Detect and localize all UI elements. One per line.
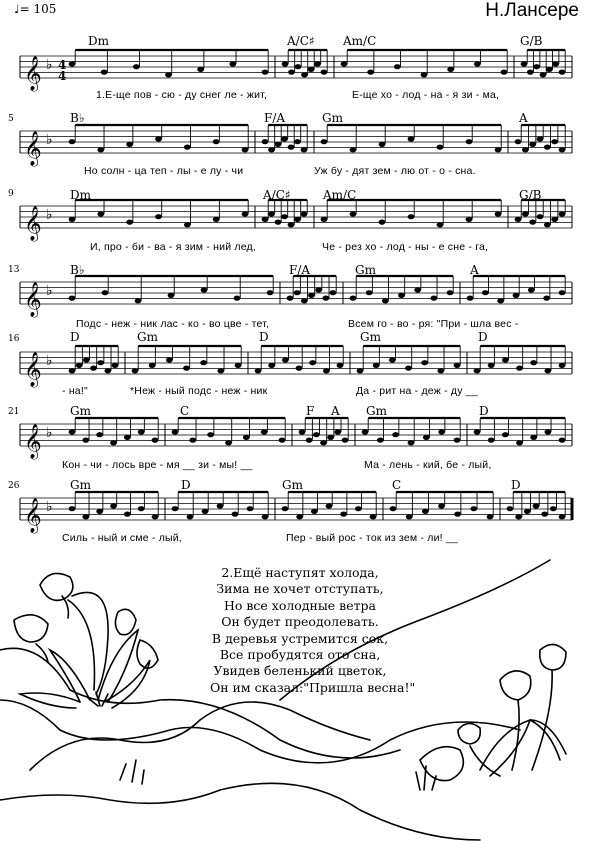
note-head bbox=[559, 363, 566, 368]
note-head bbox=[294, 217, 301, 222]
note-head bbox=[165, 72, 172, 77]
note-head bbox=[474, 368, 481, 373]
note-head bbox=[234, 296, 241, 301]
lyric-line: Всем го - во - ря: "При - шла вес - bbox=[348, 318, 519, 330]
note-head bbox=[197, 67, 204, 72]
verse-line: 2.Ещё наступят холода, bbox=[221, 565, 379, 580]
chord-label: Am/C bbox=[323, 188, 357, 202]
note-head bbox=[350, 211, 357, 216]
note-head bbox=[69, 217, 76, 222]
note-head bbox=[529, 220, 536, 225]
note-head bbox=[132, 368, 139, 373]
note-head bbox=[467, 296, 474, 301]
lyric-line: 1.Е-ще пов - сю - ду снег ле - жит, bbox=[96, 89, 268, 101]
note-head bbox=[502, 432, 509, 437]
note-head bbox=[337, 363, 344, 368]
time-signature: 4 bbox=[58, 69, 67, 83]
note-head bbox=[225, 440, 232, 445]
note-head bbox=[515, 139, 522, 144]
note-head bbox=[69, 368, 76, 373]
note-head bbox=[559, 514, 566, 519]
note-head bbox=[447, 290, 454, 295]
verse-line: Он будет преодолевать. bbox=[221, 614, 379, 630]
key-signature-flat: ♭ bbox=[46, 283, 53, 299]
note-head bbox=[488, 363, 495, 368]
note-head bbox=[124, 435, 131, 440]
chord-label: D bbox=[511, 478, 521, 492]
treble-clef: 𝄞 bbox=[24, 56, 42, 91]
note-head bbox=[507, 506, 514, 511]
note-head bbox=[362, 429, 369, 434]
note-head bbox=[275, 220, 282, 225]
note-head bbox=[522, 147, 529, 152]
note-head bbox=[447, 67, 454, 72]
measure-number: 9 bbox=[8, 189, 14, 199]
chord-label: A/C♯ bbox=[287, 34, 315, 48]
measure-number: 21 bbox=[8, 407, 20, 417]
note-head bbox=[482, 290, 489, 295]
note-head bbox=[110, 440, 117, 445]
note-head bbox=[308, 293, 315, 298]
note-head bbox=[97, 147, 104, 152]
note-head bbox=[126, 220, 133, 225]
chord-label: F/A bbox=[289, 263, 311, 277]
chord-label: B♭ bbox=[70, 111, 85, 125]
treble-clef: 𝄞 bbox=[24, 424, 42, 459]
note-head bbox=[82, 514, 89, 519]
note-head bbox=[559, 147, 566, 152]
note-head bbox=[515, 514, 522, 519]
note-head bbox=[334, 429, 341, 434]
note-head bbox=[389, 357, 396, 362]
note-head bbox=[267, 290, 274, 295]
treble-clef: 𝄞 bbox=[24, 352, 42, 387]
note-head bbox=[390, 506, 397, 511]
note-head bbox=[124, 511, 131, 516]
note-head bbox=[330, 290, 337, 295]
note-head bbox=[408, 214, 415, 219]
lyric-line: Ма - лень - кий, бе - лый, bbox=[364, 459, 492, 471]
lyric-line: И, про - би - ва - я зим - ний лед, bbox=[90, 241, 256, 253]
note-head bbox=[488, 438, 495, 443]
treble-clef: 𝄞 bbox=[24, 206, 42, 241]
chord-label: B♭ bbox=[70, 263, 85, 277]
note-head bbox=[296, 514, 303, 519]
note-head bbox=[438, 503, 445, 508]
note-head bbox=[149, 363, 156, 368]
note-head bbox=[69, 506, 76, 511]
note-head bbox=[541, 511, 548, 516]
note-head bbox=[262, 70, 269, 75]
lyric-line: Силь - ный и сме - лый, bbox=[62, 532, 182, 544]
note-head bbox=[69, 61, 76, 66]
note-head bbox=[315, 287, 322, 292]
note-head bbox=[217, 368, 224, 373]
note-head bbox=[370, 514, 377, 519]
chord-label: A bbox=[519, 111, 528, 125]
note-head bbox=[287, 296, 294, 301]
note-head bbox=[294, 290, 301, 295]
note-head bbox=[279, 438, 286, 443]
note-head bbox=[295, 64, 302, 69]
note-head bbox=[373, 363, 380, 368]
note-head bbox=[522, 211, 529, 216]
lyric-line: *Неж - ный подс - неж - ник bbox=[130, 385, 268, 397]
note-head bbox=[405, 366, 412, 371]
note-head bbox=[422, 509, 429, 514]
note-head bbox=[379, 142, 386, 147]
note-head bbox=[466, 139, 473, 144]
note-head bbox=[408, 136, 415, 141]
note-head bbox=[83, 357, 90, 362]
treble-clef: 𝄞 bbox=[24, 131, 42, 166]
note-head bbox=[306, 438, 313, 443]
note-head bbox=[301, 211, 308, 216]
note-head bbox=[187, 514, 194, 519]
note-head bbox=[421, 72, 428, 77]
note-head bbox=[394, 64, 401, 69]
note-head bbox=[202, 509, 209, 514]
note-head bbox=[69, 429, 76, 434]
chord-label: Gm bbox=[355, 263, 376, 277]
chord-label: Gm bbox=[322, 111, 343, 125]
note-head bbox=[379, 220, 386, 225]
lyric-line: Подс - неж - ник лас - ко - во цве - тет, bbox=[76, 318, 270, 330]
note-head bbox=[281, 136, 288, 141]
verse-line: В деревья устремится сок, bbox=[211, 630, 389, 646]
note-head bbox=[102, 290, 109, 295]
note-head bbox=[437, 222, 444, 227]
note-head bbox=[524, 509, 531, 514]
chord-label: F bbox=[306, 404, 315, 418]
note-head bbox=[97, 360, 104, 365]
note-head bbox=[97, 211, 104, 216]
note-head bbox=[301, 298, 308, 303]
note-head bbox=[155, 214, 162, 219]
note-head bbox=[357, 368, 364, 373]
note-head bbox=[247, 506, 254, 511]
note-head bbox=[513, 293, 520, 298]
note-head bbox=[350, 147, 357, 152]
note-head bbox=[268, 147, 275, 152]
note-head bbox=[201, 287, 208, 292]
chord-label: A/C♯ bbox=[263, 188, 291, 202]
chord-label: G/B bbox=[520, 34, 543, 48]
note-head bbox=[540, 72, 547, 77]
note-head bbox=[96, 432, 103, 437]
note-head bbox=[437, 145, 444, 150]
verse-line: Увидев беленький цветок, bbox=[213, 663, 387, 679]
note-head bbox=[516, 440, 523, 445]
note-head bbox=[501, 70, 508, 75]
note-head bbox=[308, 67, 315, 72]
note-head bbox=[309, 360, 316, 365]
note-head bbox=[366, 290, 373, 295]
note-head bbox=[528, 287, 535, 292]
note-head bbox=[530, 435, 537, 440]
note-head bbox=[421, 360, 428, 365]
note-head bbox=[533, 503, 540, 508]
chord-label: A bbox=[331, 404, 340, 418]
lyric-line: Но солн - ца теп - лы - е лу - чи bbox=[84, 165, 244, 177]
note-head bbox=[172, 429, 179, 434]
note-head bbox=[530, 360, 537, 365]
note-head bbox=[551, 139, 558, 144]
measure-number: 26 bbox=[8, 481, 20, 491]
composer-name: Н.Лансере bbox=[485, 0, 579, 21]
note-head bbox=[242, 147, 249, 152]
note-head bbox=[184, 222, 191, 227]
key-signature-flat: ♭ bbox=[46, 57, 53, 73]
note-head bbox=[392, 432, 399, 437]
note-head bbox=[207, 432, 214, 437]
verse-line: Зима не хочет отступать, bbox=[216, 581, 384, 597]
lyric-line: Е-ще хо - лод - на - я зи - ма, bbox=[352, 89, 500, 101]
note-head bbox=[138, 429, 145, 434]
note-head bbox=[342, 438, 349, 443]
key-signature-flat: ♭ bbox=[46, 132, 53, 148]
note-head bbox=[90, 366, 97, 371]
note-head bbox=[367, 70, 374, 75]
lyric-line: Кон - чи - лось вре - мя __ зи - мы! __ bbox=[62, 459, 253, 471]
tempo-marking: ♩= 105 bbox=[14, 2, 57, 16]
note-head bbox=[229, 61, 236, 66]
note-head bbox=[299, 429, 306, 434]
note-head bbox=[255, 368, 262, 373]
note-head bbox=[398, 293, 405, 298]
note-head bbox=[341, 61, 348, 66]
note-head bbox=[544, 145, 551, 150]
chord-label: A bbox=[470, 263, 479, 277]
note-head bbox=[529, 142, 536, 147]
chord-label: Gm bbox=[360, 330, 381, 344]
chord-label: C bbox=[180, 404, 190, 418]
note-head bbox=[327, 435, 334, 440]
note-head bbox=[537, 214, 544, 219]
note-head bbox=[521, 61, 528, 66]
note-head bbox=[406, 514, 413, 519]
note-head bbox=[495, 211, 502, 216]
note-head bbox=[437, 368, 444, 373]
note-head bbox=[533, 64, 540, 69]
measure-number: 16 bbox=[8, 334, 20, 344]
note-head bbox=[184, 145, 191, 150]
note-head bbox=[262, 514, 269, 519]
chord-label: Am/C bbox=[343, 34, 377, 48]
note-head bbox=[430, 296, 437, 301]
lyric-line: - на!" bbox=[62, 385, 88, 397]
verse-line: Все пробудятся ото сна, bbox=[219, 647, 381, 663]
note-head bbox=[261, 429, 268, 434]
note-head bbox=[138, 506, 145, 511]
note-head bbox=[282, 61, 289, 66]
note-head bbox=[268, 363, 275, 368]
note-head bbox=[474, 429, 481, 434]
note-head bbox=[133, 64, 140, 69]
chord-label: Gm bbox=[366, 404, 387, 418]
note-head bbox=[423, 435, 430, 440]
key-signature-flat: ♭ bbox=[46, 207, 53, 223]
note-head bbox=[515, 217, 522, 222]
chord-label: Dm bbox=[70, 188, 91, 202]
chord-label: D bbox=[259, 330, 269, 344]
note-head bbox=[321, 217, 328, 222]
note-head bbox=[350, 296, 357, 301]
chord-label: Gm bbox=[70, 478, 91, 492]
note-head bbox=[550, 506, 557, 511]
note-head bbox=[135, 298, 142, 303]
note-head bbox=[559, 438, 566, 443]
note-head bbox=[559, 70, 566, 75]
note-head bbox=[487, 514, 494, 519]
note-head bbox=[232, 511, 239, 516]
note-head bbox=[454, 511, 461, 516]
note-head bbox=[311, 509, 318, 514]
note-head bbox=[321, 70, 328, 75]
note-head bbox=[288, 70, 295, 75]
chord-label: D bbox=[478, 330, 488, 344]
note-head bbox=[552, 61, 559, 66]
chord-label: D bbox=[181, 478, 191, 492]
note-head bbox=[502, 357, 509, 362]
note-head bbox=[217, 503, 224, 508]
chord-label: F/A bbox=[264, 111, 286, 125]
lyric-line: Че - рез хо - лод - ны - е сне - га, bbox=[322, 241, 489, 253]
note-head bbox=[82, 438, 89, 443]
note-head bbox=[466, 217, 473, 222]
chord-label: C bbox=[392, 478, 402, 492]
chord-label: Gm bbox=[70, 404, 91, 418]
chord-label: D bbox=[479, 404, 489, 418]
chord-label: G/B bbox=[519, 188, 542, 202]
verse-line: Но все холодные ветра bbox=[223, 597, 376, 613]
chord-label: Gm bbox=[282, 478, 303, 492]
note-head bbox=[213, 139, 220, 144]
note-head bbox=[288, 145, 295, 150]
chord-label: D bbox=[70, 330, 80, 344]
note-head bbox=[296, 366, 303, 371]
note-head bbox=[474, 61, 481, 66]
lyric-line: Уж бу - дят зем - лю от - о - сна. bbox=[314, 165, 476, 177]
note-head bbox=[544, 222, 551, 227]
note-head bbox=[323, 368, 330, 373]
note-head bbox=[213, 217, 220, 222]
note-head bbox=[282, 357, 289, 362]
note-head bbox=[322, 296, 329, 301]
note-head bbox=[262, 139, 269, 144]
note-head bbox=[242, 211, 249, 216]
note-head bbox=[355, 506, 362, 511]
note-head bbox=[69, 296, 76, 301]
note-head bbox=[268, 211, 275, 216]
note-head bbox=[189, 438, 196, 443]
note-head bbox=[166, 357, 173, 362]
note-head bbox=[76, 363, 83, 368]
note-head bbox=[544, 368, 551, 373]
note-head bbox=[320, 440, 327, 445]
treble-clef: 𝄞 bbox=[24, 498, 42, 533]
note-head bbox=[168, 293, 175, 298]
note-head bbox=[262, 217, 269, 222]
measure-number: 5 bbox=[8, 114, 14, 124]
note-head bbox=[282, 506, 289, 511]
note-head bbox=[321, 139, 328, 144]
note-head bbox=[516, 366, 523, 371]
note-head bbox=[104, 368, 111, 373]
verse-line: Он им сказал:"Пришла весна!" bbox=[210, 679, 416, 695]
key-signature-flat: ♭ bbox=[46, 499, 53, 515]
chord-label: Dm bbox=[88, 34, 109, 48]
note-head bbox=[243, 435, 250, 440]
note-head bbox=[288, 222, 295, 227]
note-head bbox=[559, 290, 566, 295]
note-head bbox=[544, 429, 551, 434]
key-signature-flat: ♭ bbox=[46, 353, 53, 369]
key-signature-flat: ♭ bbox=[46, 425, 53, 441]
lyric-line: Пер - вый рос - ток из зем - ли! __ bbox=[286, 532, 458, 544]
note-head bbox=[551, 217, 558, 222]
note-head bbox=[340, 511, 347, 516]
note-head bbox=[454, 363, 461, 368]
lyric-line: Да - рит на - деж - ду __ bbox=[356, 385, 478, 397]
note-head bbox=[101, 70, 108, 75]
note-head bbox=[281, 214, 288, 219]
note-head bbox=[200, 360, 207, 365]
treble-clef: 𝄞 bbox=[24, 282, 42, 317]
note-head bbox=[314, 61, 321, 66]
note-head bbox=[172, 506, 179, 511]
note-head bbox=[527, 70, 534, 75]
note-head bbox=[96, 509, 103, 514]
note-head bbox=[294, 139, 301, 144]
note-head bbox=[546, 67, 553, 72]
note-head bbox=[112, 363, 119, 368]
note-head bbox=[559, 211, 566, 216]
note-head bbox=[301, 147, 308, 152]
note-head bbox=[69, 139, 76, 144]
note-head bbox=[470, 506, 477, 511]
note-head bbox=[326, 503, 333, 508]
note-head bbox=[275, 142, 282, 147]
note-head bbox=[152, 438, 159, 443]
note-head bbox=[313, 432, 320, 437]
verse-2-text bbox=[210, 565, 416, 696]
note-head bbox=[110, 503, 117, 508]
note-head bbox=[408, 440, 415, 445]
note-head bbox=[152, 514, 159, 519]
note-head bbox=[414, 287, 421, 292]
note-head bbox=[497, 298, 504, 303]
note-head bbox=[438, 429, 445, 434]
note-head bbox=[183, 366, 190, 371]
note-head bbox=[382, 298, 389, 303]
note-head bbox=[301, 72, 308, 77]
note-head bbox=[126, 142, 133, 147]
note-head bbox=[543, 296, 550, 301]
measure-number: 13 bbox=[8, 265, 20, 275]
note-head bbox=[377, 438, 384, 443]
note-head bbox=[155, 136, 162, 141]
chord-label: Gm bbox=[137, 330, 158, 344]
time-signature: 4 bbox=[58, 58, 67, 72]
note-head bbox=[235, 363, 242, 368]
note-head bbox=[454, 438, 461, 443]
note-head bbox=[495, 147, 502, 152]
note-head bbox=[537, 136, 544, 141]
